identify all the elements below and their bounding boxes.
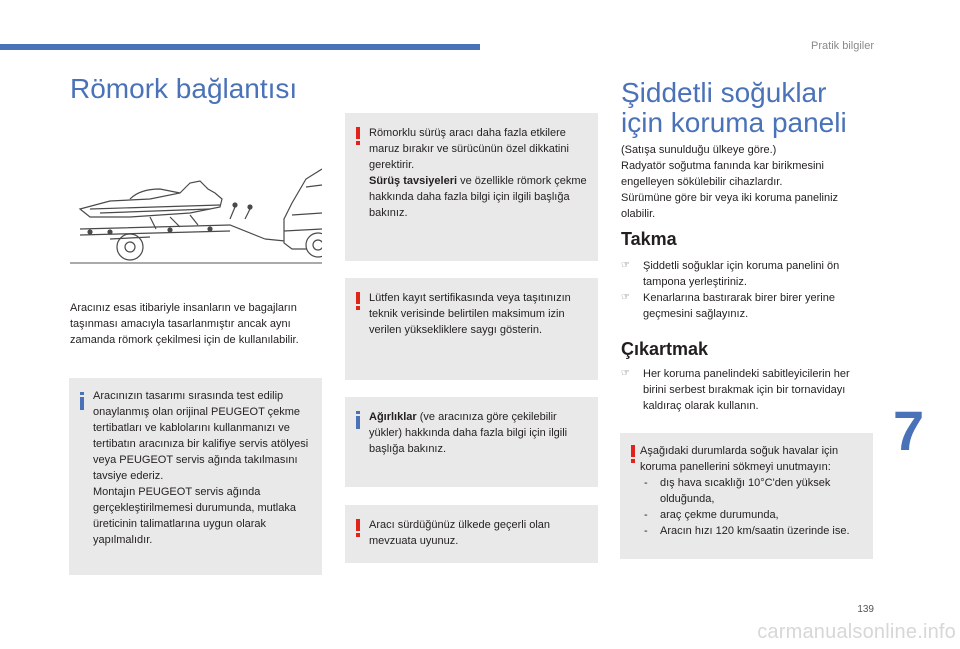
chapter-number: 7 [893,399,925,462]
header-bar [0,44,480,50]
dash-mark: - [644,525,648,537]
remove-warning-item-3 [640,523,865,539]
info-icon [353,411,363,429]
pointing-hand-icon: ☞ [621,260,630,271]
dash-mark: - [644,477,648,489]
exclamation-icon [628,445,638,463]
pointing-hand-icon: ☞ [621,368,630,379]
warning-box-height [345,278,598,380]
watermark: carmanualsonline.info [757,621,956,643]
info-box-weights [345,397,598,487]
remove-warning-item-3-text: Aracın hızı 120 km/saatin üzerinde ise. [660,525,850,537]
warning1-text: Römorklu sürüş aracı daha fazla etkilere maruz bırakır ve sürücünün özel dikkatini gerektirir. [369,127,569,171]
takma-item-2-text: Kenarlarına bastırarak birer birer yerine geçmesini sağlayınız. [643,292,835,320]
section-label: Pratik bilgiler [811,40,874,52]
title-cold-protection [621,78,847,138]
exclamation-icon [353,292,363,310]
title-line-2: için koruma paneli [621,107,847,138]
takma-item-1-text: Şiddetli soğuklar için koruma panelini ön tampona yerleştiriniz. [643,260,840,288]
warning1-rest: ve özellikle römork çekme hakkında daha fazla bilgi için ilgili başlığa bakınız. [369,175,587,219]
info-box-text: Aracınızın tasarımı sırasında test edilip onaylanmış olan orijinal PEUGEOT çekme tertibatları ve kablolarını kullanmanızı ve tertibatın aracınıza bir kalifiye servis atölyesi veya PEUGEOT servis ağında takılmasını tavsiye ederiz. Montajın PEUGEOT servis ağında gerçekleştirilmemesi durumunda, mutlaka üreticinin talimatlarına uygun olarak yapılmalıdır. [93,390,309,546]
warning-box-remove-panels [620,433,873,559]
remove-warning-item-1 [640,475,865,507]
exclamation-icon [353,519,363,537]
warning1-bold: Sürüş tavsiyeleri [369,175,458,187]
remove-warning-item-2 [640,507,865,523]
info-rest: (ve aracınıza göre çekilebilir yükler) hakkında daha fazla bilgi için ilgili başlığa bakınız. [369,411,568,455]
remove-warning-intro: Aşağıdaki durumlarda soğuk havalar için koruma panellerini sökmeyi unutmayın: [640,445,839,473]
pointing-hand-icon: ☞ [621,292,630,303]
heading-cikartma: Çıkartmak [621,339,709,359]
cikartma-item-1-text: Her koruma panelindeki sabitleyicilerin her birini serbest bırakmak için bir tornavidayı kaldıraç olarak kullanın. [643,368,850,412]
cikartma-item-1 [621,366,873,416]
warning-box-driving [345,113,598,261]
warning-box-regulations [345,505,598,563]
warning3-text: Aracı sürdüğünüz ülkede geçerli olan mevzuata uyunuz. [369,519,551,547]
page-number: 139 [857,604,874,615]
warning2-text: Lütfen kayıt sertifikasında veya taşıtınızın teknik verisinde belirtilen maksimum izin verilen yüksekliklere saygı gösterin. [369,292,571,336]
cold-intro: (Satışa sunulduğu ülkeye göre.) Radyatör soğutma fanında kar birikmesini engelleyen sökülebilir cihazlardır. Sürümüne göre bir veya iki koruma paneliniz olabilir. [621,144,839,220]
info-box-original-parts [69,378,322,575]
remove-warning-item-2-text: araç çekme durumunda, [660,509,779,521]
heading-takma: Takma [621,229,677,249]
exclamation-icon [353,127,363,145]
romork-intro: Aracınız esas itibariyle insanların ve bagajların taşınması amacıyla tasarlanmıştır ancak aynı zamanda römork çekilmesi için de kullanılabilir. [70,302,299,346]
title-line-1: Şiddetli soğuklar [621,77,827,108]
remove-warning-item-1-text: dış hava sıcaklığı 10°C'den yüksek olduğunda, [660,477,831,505]
info-icon [77,392,87,410]
info-bold: Ağırlıklar [369,411,417,423]
title-romork: Römork bağlantısı [70,73,298,104]
dash-mark: - [644,509,648,521]
takma-item-2 [621,290,873,322]
takma-item-1 [621,258,873,290]
trailer-illustration [70,159,322,265]
